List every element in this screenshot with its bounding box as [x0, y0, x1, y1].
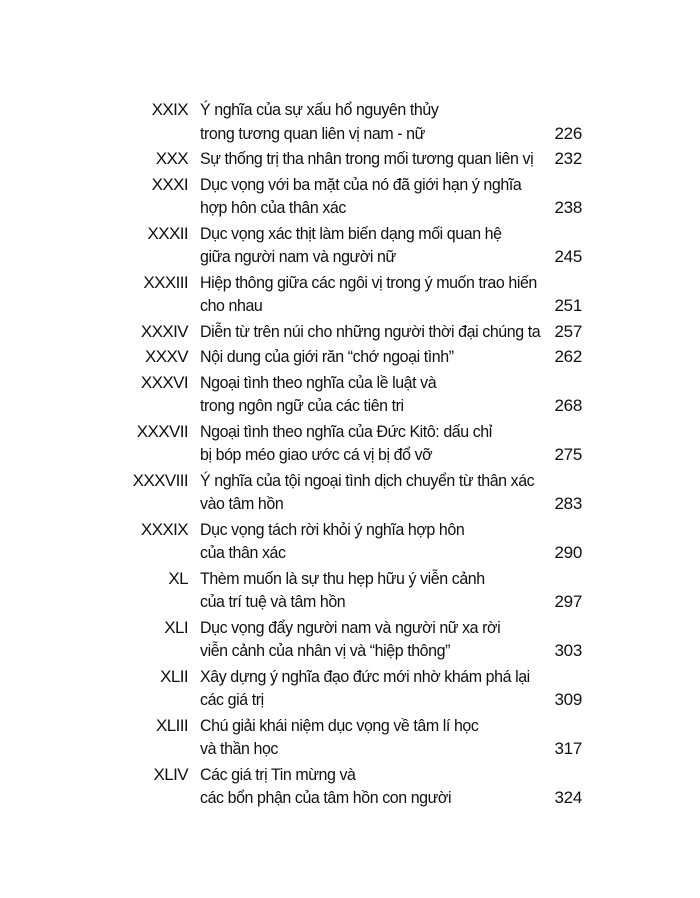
chapter-title-line: hợp hôn của thân xác — [200, 198, 346, 217]
chapter-numeral: XXXII — [147, 223, 188, 243]
chapter-numeral: XXXVI — [140, 372, 188, 392]
toc-entry — [0, 320, 700, 344]
toc-entry — [0, 420, 700, 467]
page-number: 245 — [554, 247, 582, 266]
chapter-numeral: XLI — [164, 617, 188, 637]
chapter-numeral: XXXI — [151, 174, 188, 194]
chapter-title-line: Chú giải khái niệm dục vọng về tâm lí học — [200, 715, 479, 735]
chapter-title-line: viễn cảnh của nhân vị và “hiệp thông” — [200, 641, 450, 660]
chapter-title-line: Xây dựng ý nghĩa đạo đức mới nhờ khám phá lại — [200, 666, 530, 686]
toc-entry — [0, 345, 700, 369]
chapter-title-line: Ý nghĩa của tội ngoại tình dịch chuyển từ thân xác — [200, 470, 535, 490]
table-of-contents — [0, 98, 700, 812]
page-number: 309 — [554, 690, 582, 709]
toc-entry — [0, 371, 700, 418]
chapter-title-line: các bổn phận của tâm hồn con người — [200, 788, 452, 807]
chapter-numeral: XXXVIII — [132, 470, 188, 490]
toc-entry — [0, 518, 700, 565]
toc-entry — [0, 469, 700, 516]
page-number: 317 — [554, 739, 582, 758]
page-number: 251 — [554, 296, 582, 315]
chapter-numeral: XL — [168, 568, 188, 588]
chapter-numeral: XXXIII — [143, 272, 188, 292]
chapter-numeral: XLII — [160, 666, 188, 686]
page-number: 303 — [554, 641, 582, 660]
chapter-title-line: Hiệp thông giữa các ngôi vị trong ý muốn trao hiến — [200, 272, 537, 292]
toc-entry — [0, 271, 700, 318]
chapter-numeral: XXXIV — [140, 321, 188, 341]
chapter-title-line: Dục vọng với ba mặt của nó đã giới hạn ý nghĩa — [200, 174, 522, 194]
page-number: 268 — [554, 396, 582, 415]
chapter-title-line: Nội dung của giới răn “chớ ngoại tình” — [200, 347, 454, 366]
toc-entry — [0, 147, 700, 171]
chapter-title-line: Dục vọng xác thịt làm biến dạng mối quan hệ — [200, 223, 502, 243]
chapter-title-line: Các giá trị Tin mừng và — [200, 764, 356, 784]
page-number: 290 — [554, 543, 582, 562]
page-number: 283 — [554, 494, 582, 513]
chapter-title-line: của trí tuệ và tâm hồn — [200, 592, 346, 611]
page-number: 324 — [554, 788, 582, 807]
chapter-numeral: XLIII — [156, 715, 188, 735]
chapter-title-line: vào tâm hồn — [200, 494, 284, 513]
chapter-numeral: XXXIX — [140, 519, 188, 539]
chapter-title-line: cho nhau — [200, 296, 263, 315]
chapter-title-line: giữa người nam và người nữ — [200, 247, 396, 266]
toc-entry — [0, 714, 700, 761]
chapter-title-line: Sự thống trị tha nhân trong mối tương quan liên vị — [200, 149, 534, 168]
page-number: 238 — [554, 198, 582, 217]
chapter-title-line: các giá trị — [200, 690, 264, 709]
page-number: 275 — [554, 445, 582, 464]
toc-entry — [0, 616, 700, 663]
chapter-title-line: của thân xác — [200, 543, 286, 562]
toc-entry — [0, 763, 700, 810]
chapter-title-line: Ngoại tình theo nghĩa của lề luật và — [200, 372, 437, 392]
chapter-title-line: Dục vọng tách rời khỏi ý nghĩa hợp hôn — [200, 519, 465, 539]
page-number: 257 — [554, 321, 582, 341]
chapter-numeral: XXIX — [151, 100, 188, 119]
chapter-title-line: bị bóp méo giao ước cá vị bị đổ vỡ — [200, 445, 433, 464]
chapter-title-line: Thèm muốn là sự thu hẹp hữu ý viễn cảnh — [200, 568, 485, 588]
chapter-title-line: Diễn từ trên núi cho những người thời đại chúng ta — [200, 321, 541, 341]
page-number: 262 — [554, 347, 582, 366]
page-number: 232 — [554, 149, 582, 168]
toc-entry — [0, 665, 700, 712]
chapter-title-line: Ý nghĩa của sự xấu hổ nguyên thủy — [200, 100, 439, 119]
chapter-numeral: XXXVII — [136, 421, 188, 441]
toc-entry — [0, 567, 700, 614]
chapter-numeral: XLIV — [153, 764, 188, 784]
toc-entry — [0, 98, 700, 145]
page-number: 297 — [554, 592, 582, 611]
chapter-title-line: trong ngôn ngữ của các tiên tri — [200, 396, 404, 415]
toc-entry — [0, 173, 700, 220]
chapter-title-line: Ngoại tình theo nghĩa của Đức Kitô: dấu chỉ — [200, 421, 492, 441]
chapter-title-line: Dục vọng đẩy người nam và người nữ xa rời — [200, 617, 501, 637]
chapter-numeral: XXX — [155, 149, 188, 168]
toc-entry — [0, 222, 700, 269]
chapter-numeral: XXXV — [145, 347, 188, 366]
chapter-title-line: và thần học — [200, 739, 278, 758]
chapter-title-line: trong tương quan liên vị nam - nữ — [200, 123, 425, 143]
page-number: 226 — [554, 123, 582, 143]
